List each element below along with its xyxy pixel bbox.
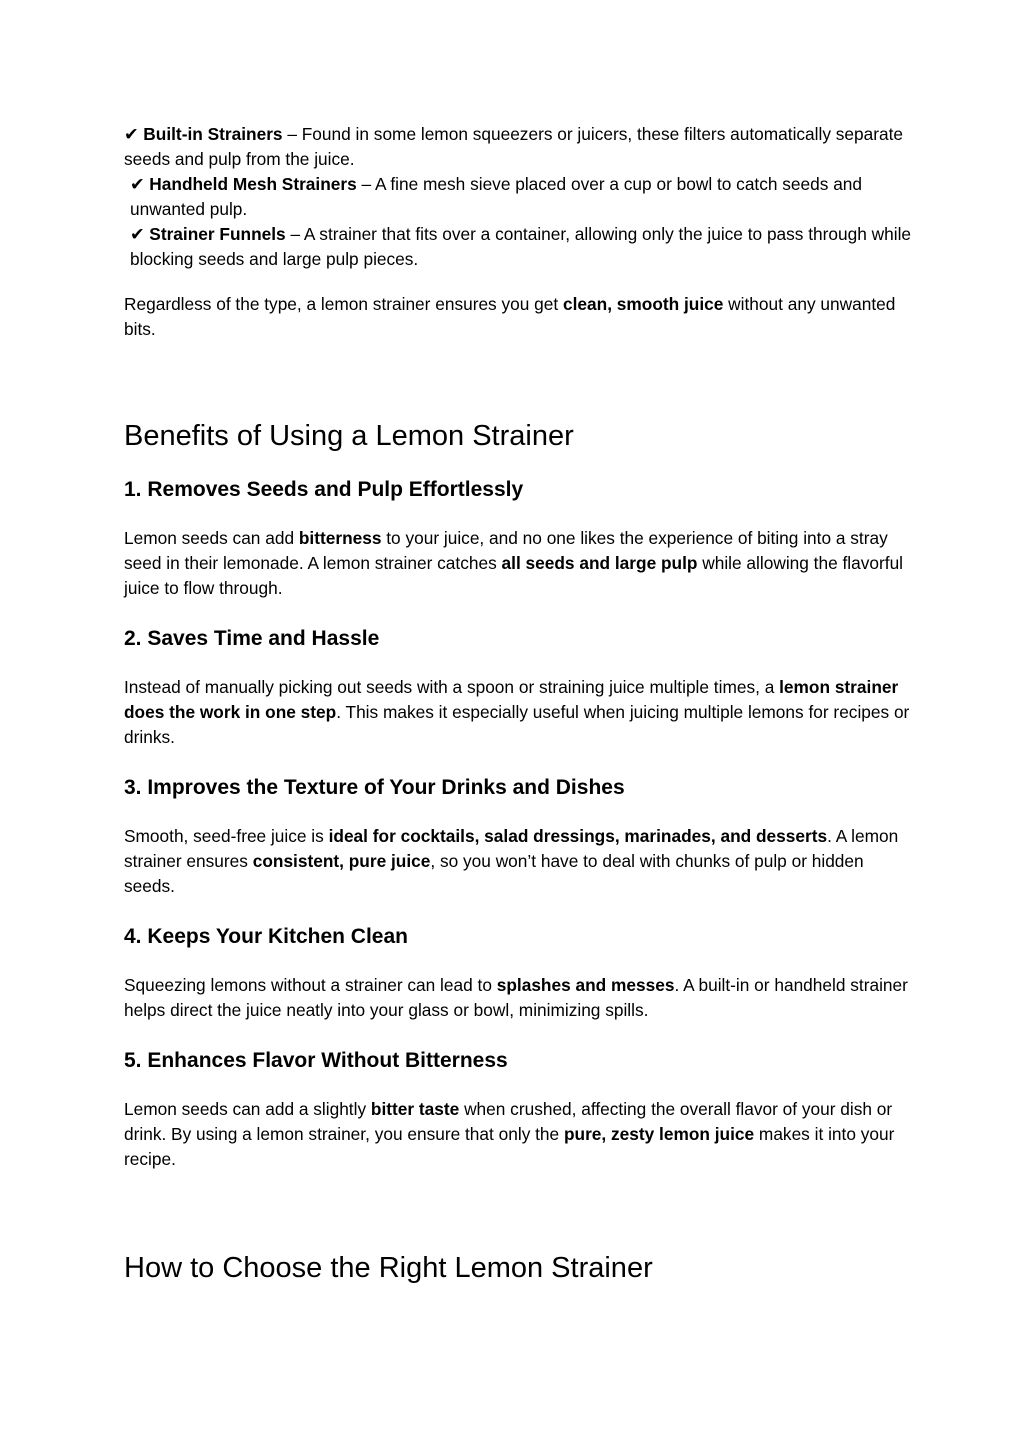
- checkmark-icon: ✔: [130, 224, 145, 244]
- benefits-heading: Benefits of Using a Lemon Strainer: [124, 420, 574, 452]
- benefit-title: 2. Saves Time and Hassle: [124, 627, 380, 650]
- document-page: [124, 122, 914, 1286]
- benefit-paragraph: [124, 1097, 914, 1172]
- paragraph-text: Smooth, seed-free juice is: [124, 826, 329, 846]
- benefit-title: 3. Improves the Texture of Your Drinks and Dishes: [124, 776, 625, 799]
- paragraph-text: Lemon seeds can add a slightly: [124, 1099, 371, 1119]
- list-item-text: – A fine mesh sieve placed over a cup or bowl to catch seeds and unwanted pulp.: [130, 174, 863, 219]
- paragraph-text: makes it into your recipe.: [124, 1124, 895, 1169]
- paragraph-text: to your juice, and no one likes the experience of biting into a stray seed in their lemonade. A lemon strainer catches: [124, 528, 888, 573]
- paragraph-bold: bitter taste: [370, 1099, 460, 1119]
- benefit-title: 5. Enhances Flavor Without Bitterness: [124, 1049, 508, 1072]
- paragraph-text: while allowing the flavorful juice to flow through.: [124, 553, 904, 598]
- paragraph-bold: lemon strainer does the work in one step: [124, 677, 899, 722]
- list-item-title: Handheld Mesh Strainers: [149, 174, 357, 194]
- benefit-paragraph: [124, 675, 914, 750]
- list-item: [124, 222, 914, 272]
- paragraph-text: Squeezing lemons without a strainer can lead to: [124, 975, 497, 995]
- checkmark-icon: ✔: [130, 174, 145, 194]
- paragraph-bold: consistent, pure juice: [252, 851, 431, 871]
- list-item: [124, 122, 914, 172]
- list-item-title: Strainer Funnels: [149, 224, 286, 244]
- benefit-paragraph: [124, 824, 914, 899]
- summary-paragraph: [124, 292, 914, 342]
- summary-text: without any unwanted bits.: [124, 294, 896, 339]
- list-item: [124, 172, 914, 222]
- paragraph-text: when crushed, affecting the overall flavor of your dish or drink. By using a lemon strainer, you ensure that only the: [124, 1099, 893, 1144]
- benefit-title: 4. Keeps Your Kitchen Clean: [124, 925, 408, 948]
- paragraph-bold: pure, zesty lemon juice: [563, 1124, 755, 1144]
- benefit-title: 1. Removes Seeds and Pulp Effortlessly: [124, 478, 524, 501]
- list-item-title: Built-in Strainers: [143, 124, 283, 144]
- paragraph-text: , so you won’t have to deal with chunks of pulp or hidden seeds.: [124, 851, 864, 896]
- paragraph-bold: splashes and messes: [496, 975, 675, 995]
- checkmark-icon: ✔: [124, 124, 139, 144]
- summary-bold: clean, smooth juice: [563, 294, 724, 314]
- strainer-types-list: [124, 122, 914, 272]
- list-item-text: – Found in some lemon squeezers or juicers, these filters automatically separate seeds and pulp from the juice.: [124, 124, 904, 169]
- paragraph-bold: ideal for cocktails, salad dressings, marinades, and desserts: [328, 826, 828, 846]
- paragraph-text: . A lemon strainer ensures: [124, 826, 899, 871]
- paragraph-bold: all seeds and large pulp: [501, 553, 698, 573]
- paragraph-text: Instead of manually picking out seeds with a spoon or straining juice multiple times, a: [124, 677, 780, 697]
- paragraph-text: . A built-in or handheld strainer helps direct the juice neatly into your glass or bowl, minimizing spills.: [124, 975, 908, 1020]
- summary-text: Regardless of the type, a lemon strainer ensures you get: [124, 294, 563, 314]
- list-item-text: – A strainer that fits over a container, allowing only the juice to pass through while blocking seeds and large pulp pieces.: [130, 224, 912, 269]
- paragraph-text: . This makes it especially useful when juicing multiple lemons for recipes or drinks.: [124, 702, 910, 747]
- benefit-paragraph: [124, 526, 914, 601]
- paragraph-text: Lemon seeds can add: [124, 528, 299, 548]
- choose-heading: How to Choose the Right Lemon Strainer: [124, 1252, 653, 1284]
- benefit-paragraph: [124, 973, 914, 1023]
- paragraph-bold: bitterness: [298, 528, 382, 548]
